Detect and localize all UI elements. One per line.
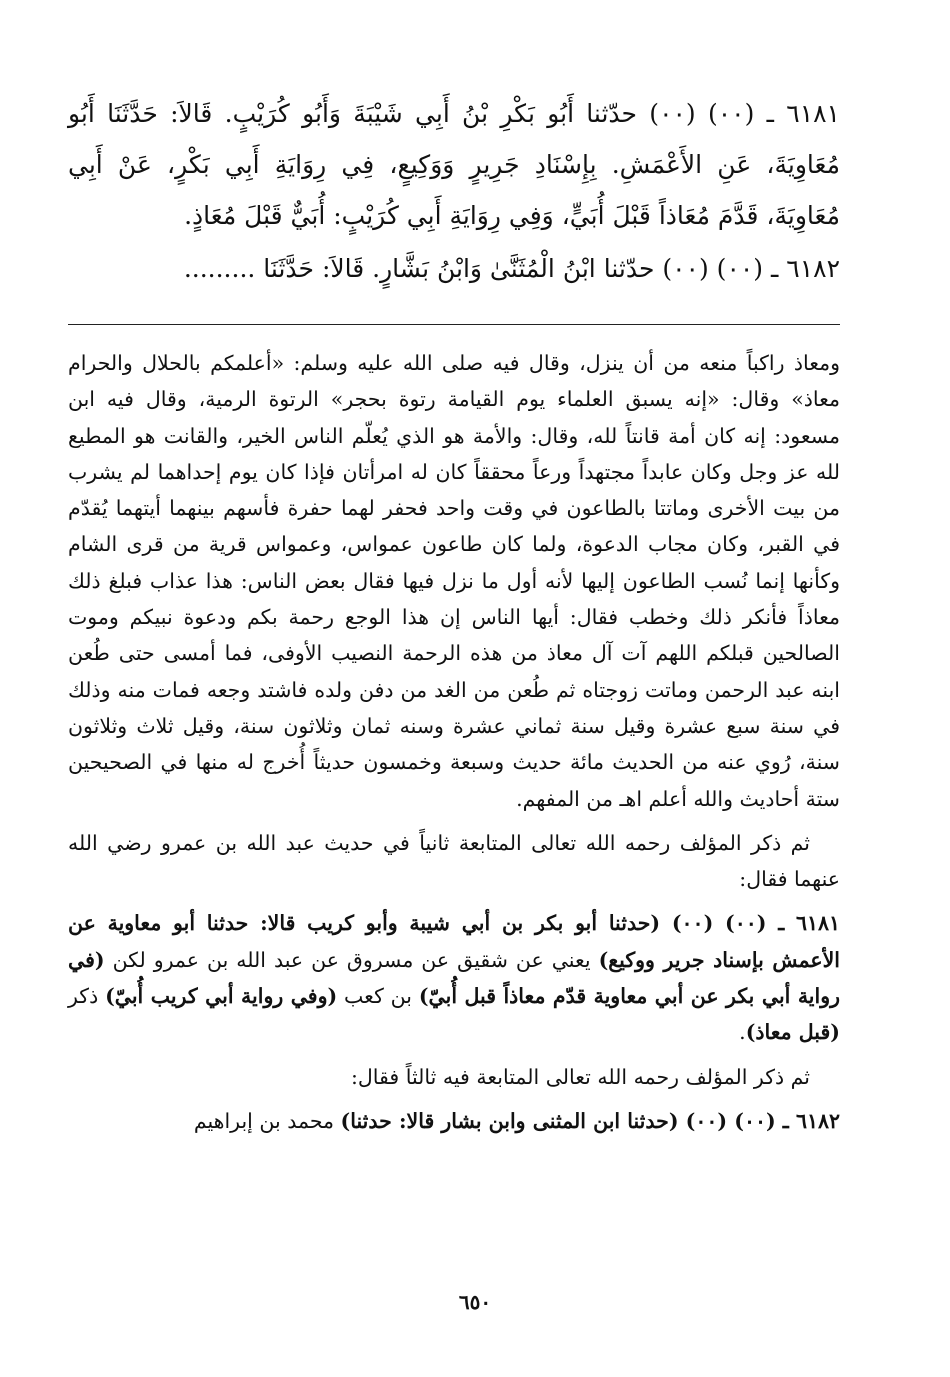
sharh-6181-plain-3: ذكر [68, 984, 106, 1009]
sharh-6182-bold: ٦١٨٢ ـ (٠٠) (٠٠) (حدثنا ابن المثنى وابن بشار قالا: حدثنا) [340, 1108, 840, 1133]
sharh-6181-plain-4: . [739, 1020, 746, 1045]
sharh-6181-bold-2: (في رواية أبي بكر عن أبي معاوية قدّم معاذاً قبل أُبيّ) [68, 947, 841, 1009]
footnote-divider [68, 324, 840, 325]
commentary-intro-second-mutabaah: ثم ذكر المؤلف رحمه الله تعالى المتابعة ثانياً في حديث عبد الله بن عمرو رضي الله عنهما فقال: [68, 830, 840, 892]
sharh-6182-plain: محمد بن إبراهيم [193, 1108, 341, 1133]
page-number: ٦٥٠ [458, 1290, 492, 1314]
sharh-6181-bold-1: ٦١٨١ ـ (٠٠) (٠٠) (حدثنا أبو بكر بن أبي شيبة وأبو كريب قالا: حدثنا أبو معاوية عن الأعمش بإسناد جرير ووكيع) [68, 911, 840, 972]
commentary-sharh-6181 [68, 905, 840, 1050]
sharh-6181-bold-4: (قبل معاذ) [745, 1020, 840, 1045]
commentary-intro-third-mutabaah: ثم ذكر المؤلف رحمه الله تعالى المتابعة فيه ثالثاً فقال: [351, 1064, 810, 1089]
sharh-6181-bold-3: (وفي رواية أبي كريب أُبيّ) [105, 984, 338, 1009]
sharh-6181-plain-1: يعني عن شقيق عن مسروق عن عبد الله بن عمرو لكن [104, 947, 599, 972]
sharh-6181-plain-2: بن كعب [337, 984, 419, 1009]
hadith-6181: ٦١٨١ ـ (٠٠) (٠٠) حدّثنا أَبُو بَكْرِ بْنُ أَبِي شَيْبَةَ وَأَبُو كُرَيْبٍ. قَالاَ: حَدَّثَنَا أَبُو مُعَاوِيَةَ، عَنِ الأَعْمَشِ. بِإِسْنَادِ جَرِيرٍ وَوَكِيعٍ، فِي رِوَايَةِ أَبِي بَكْرٍ، عَنْ أَبِي مُعَاوِيَةَ، قَدَّمَ مُعَاذاً قَبْلَ أُبَيٍّ، وَفِي رِوَايَةِ أَبِي كُرَيْبٍ: أُبَيٌّ قَبْلَ مُعَاذٍ. [68, 99, 840, 230]
hadith-6182: ٦١٨٢ ـ (٠٠) (٠٠) حدّثنا ابْنُ الْمُثَنَّىٰ وَابْنُ بَشَّارٍ. قَالاَ: حَدَّثَنَا ......... [183, 254, 840, 283]
commentary-paragraph-muadh: ومعاذ راكباً منعه من أن ينزل، وقال فيه صلى الله عليه وسلم: «أعلمكم بالحلال والحرام معاذ» وقال: «إنه يسبق العلماء يوم القيامة رتوة بحجر» الرتوة الرمية، وقال فيه ابن مسعود: إنه كان أمة قانتاً لله، وقال: والأمة هو الذي يُعلّم الناس الخير، والقانت هو المطيع لله عز وجل وكان عابداً مجتهداً ورعاً محققاً كان له امرأتان فإذا كان يوم إحداهما لم يشرب من بيت الأخرى وماتتا بالطاعون في وقت واحد فحفر لهما حفرة فأسهم بينهما أيتهما يُقدّم في القبر، وكان مجاب الدعوة، ولما كان طاعون عمواس، وعمواس قرية من قرى الشام وكأنها إنما نُسب الطاعون إليها لأنه أول ما نزل فيها فقال بعض الناس: هذا عذاب فبلغ ذلك معاذاً فأنكر ذلك وخطب فقال: أيها الناس إن هذا الوجع رحمة بكم ودعوة نبيكم وموت الصالحين قبلكم اللهم آت آل معاذ من هذه الرحمة النصيب الأوفى، فما أمسى حتى طُعن ابنه عبد الرحمن وماتت زوجتاه ثم طُعن من الغد من دفن ولده فاشتد وجعه فمات منه وذلك في سنة سبع عشرة وقيل سنة ثماني عشرة وسنه ثمان وثلاثون سنة، وقيل ثلاث وثلاثون سنة، رُوي عنه من الحديث مائة حديث وسبعة وخمسون حديثاً أُخرج له منها في الصحيحين ستة أحاديث والله أعلم اهـ من المفهم. [68, 351, 840, 811]
commentary-block [68, 345, 840, 1139]
book-page [68, 88, 840, 1139]
commentary-sharh-6182 [68, 1103, 840, 1139]
hadith-text-block [68, 88, 840, 294]
